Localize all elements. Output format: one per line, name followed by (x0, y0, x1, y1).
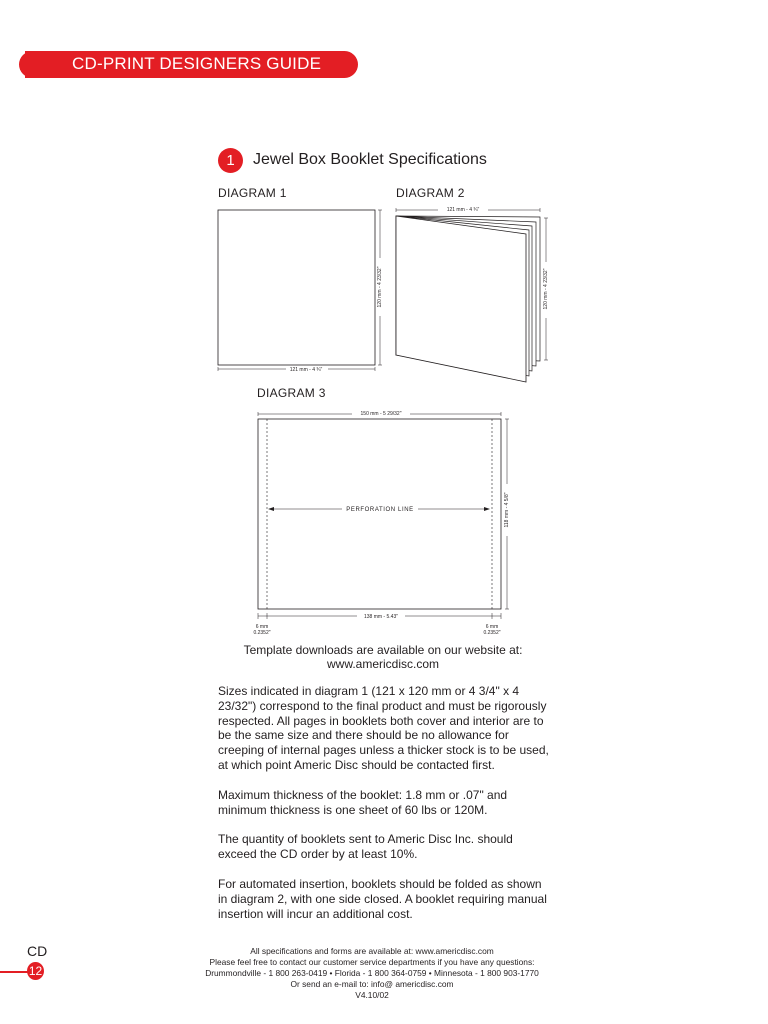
left-margin-mm: 6 mm (255, 624, 269, 630)
diagram-1-width-dim: 121 mm - 4 ¾" (289, 367, 323, 373)
footer-line: Or send an e-mail to: info@ americdisc.com (290, 979, 454, 989)
paragraph-quantity: The quantity of booklets sent to Americ Disc Inc. should exceed the CD order by at least 10%. (218, 832, 513, 862)
paragraph-sizes: Sizes indicated in diagram 1 (121 x 120 mm or 4 3/4" x 4 23/32") correspond to the final product and must be rigorously respected. All pages in booklets both cover and interior are to be the same size and there should be no allowance for creeping of internal pages unless a thicker stock is to be used, at which point Americ Disc should be contacted first. (218, 684, 549, 772)
section-label: CD (27, 943, 48, 959)
page-number-rule (0, 971, 28, 973)
diagram-3-inner-dim: 138 mm - 5.43" (363, 614, 399, 620)
diagram-2-booklet (396, 206, 549, 382)
template-download-note (218, 643, 548, 671)
paragraph-thickness: Maximum thickness of the booklet: 1.8 mm or .07" and minimum thickness is one sheet of 60 lbs or 120M. (218, 787, 508, 817)
right-margin-mm: 6 mm (485, 624, 499, 630)
specifications-text (218, 684, 550, 936)
footer-line: Please feel free to contact our customer service departments if you have any questions: (209, 957, 535, 967)
footer-line: All specifications and forms are available at: www.americdisc.com (250, 946, 494, 956)
diagram-1-label: DIAGRAM 1 (218, 186, 287, 200)
template-note-line: Template downloads are available on our website at: (243, 643, 523, 657)
paragraph-insertion: For automated insertion, booklets should be folded as shown in diagram 2, with one side closed. A booklet requiring manual insertion will incur an additional cost. (218, 876, 547, 921)
diagram-2-height-dim: 120 mm - 4 23/32" (543, 268, 549, 310)
diagram-1-booklet (218, 210, 383, 373)
right-margin-in: 0.2352" (483, 630, 501, 636)
diagram-2-width-dim: 121 mm - 4 ¾" (446, 207, 480, 213)
diagram-1-height-dim: 120 mm - 4 23/32" (377, 266, 383, 308)
footer (172, 946, 572, 1001)
version-label: V4.10/02 (355, 990, 389, 1000)
document-title: CD-PRINT DESIGNERS GUIDE (72, 54, 322, 73)
left-margin-in: 0.2352" (253, 630, 271, 636)
diagram-3-height-dim: 118 mm - 4 5/8" (504, 492, 510, 528)
diagram-3-label: DIAGRAM 3 (257, 386, 326, 400)
section-number-badge: 1 (218, 148, 243, 173)
footer-line: Drummondville - 1 800 263-0419 • Florida - 1 800 364-0759 • Minnesota - 1 800 903-1770 (205, 968, 539, 978)
section-title: Jewel Box Booklet Specifications (253, 151, 487, 168)
diagram-3-top-dim: 150 mm - 5 29/32" (360, 411, 402, 417)
page-number-badge: 12 (28, 964, 43, 978)
diagram-3-booklet (253, 409, 510, 636)
perforation-line-label: PERFORATION LINE (346, 507, 414, 513)
website-link[interactable]: www.americdisc.com (326, 657, 440, 671)
diagram-2-label: DIAGRAM 2 (396, 186, 465, 200)
